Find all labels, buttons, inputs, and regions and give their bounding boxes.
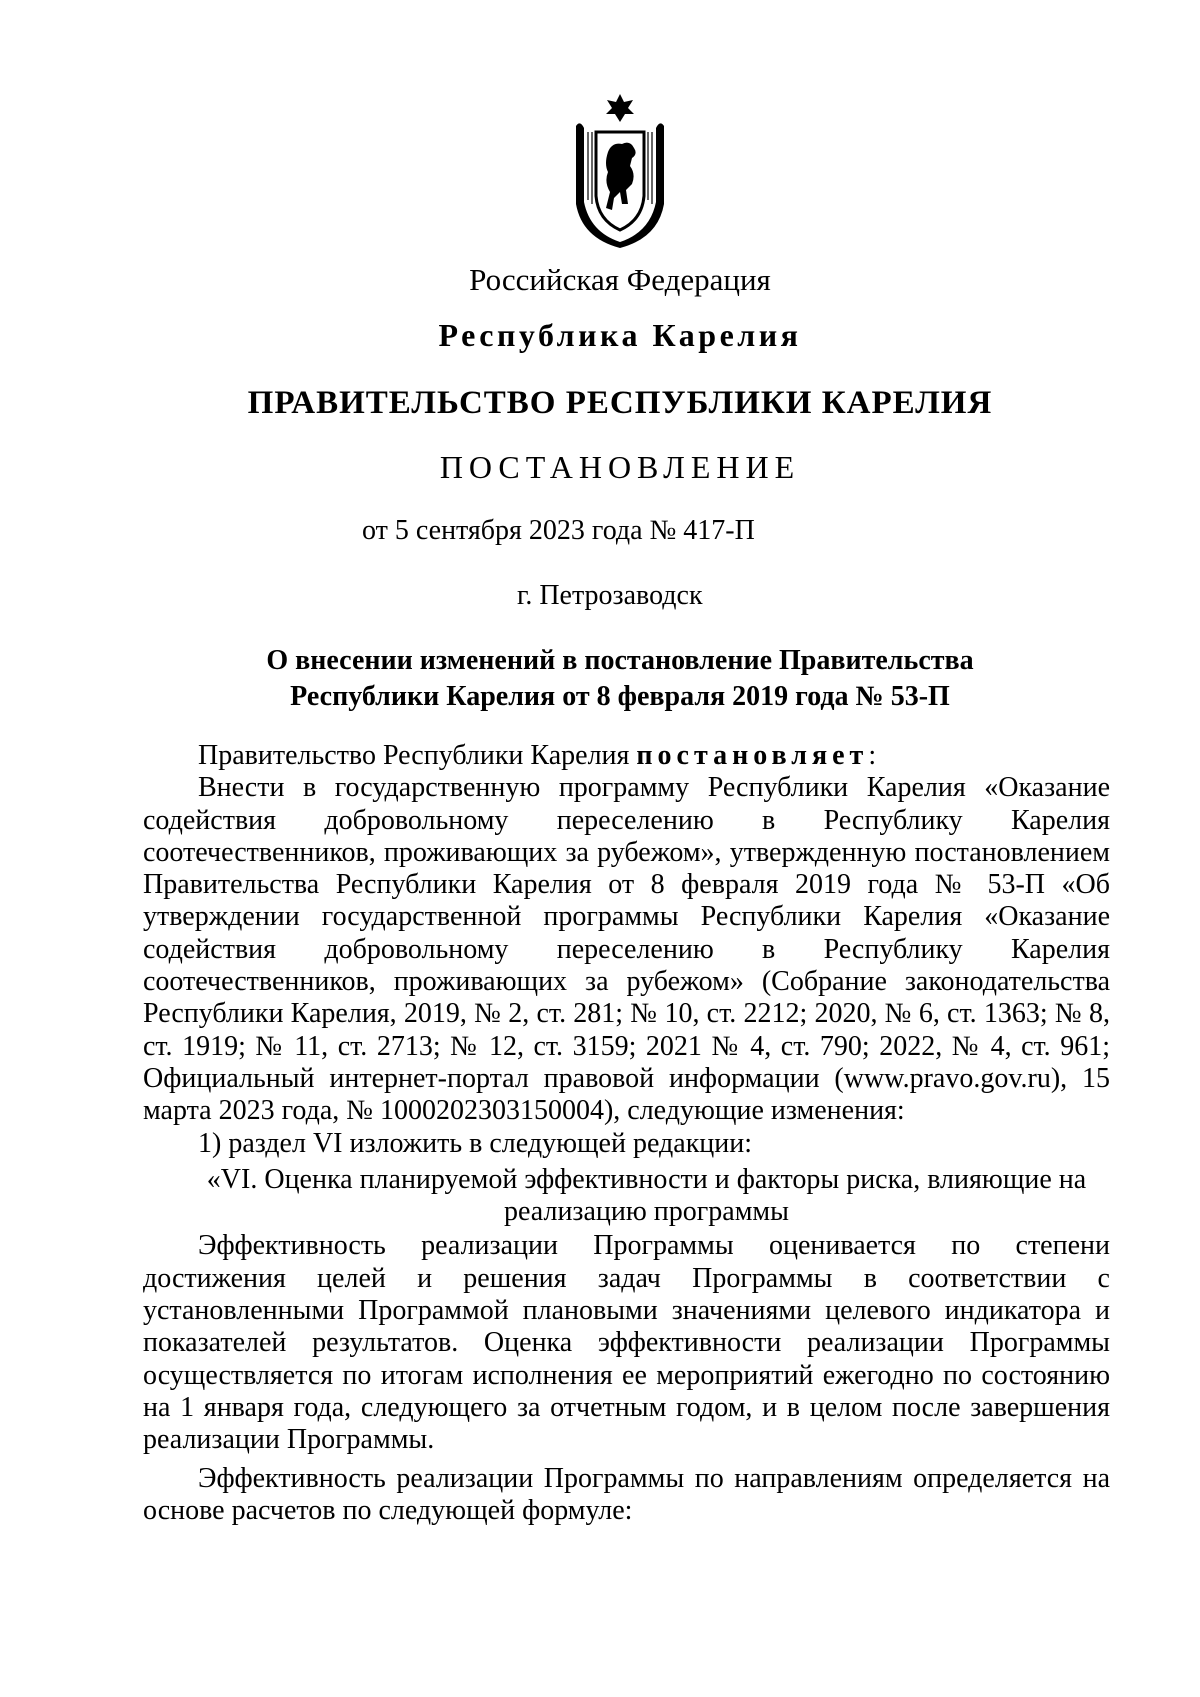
- document-city: г. Петрозаводск: [517, 580, 703, 611]
- document-type: ПОСТАНОВЛЕНИЕ: [439, 449, 801, 485]
- document-body: [143, 740, 1110, 1527]
- government-title: ПРАВИТЕЛЬСТВО РЕСПУБЛИКИ КАРЕЛИЯ: [247, 385, 993, 421]
- republic-name: Республика Карелия: [438, 317, 802, 353]
- document-date-number: от 5 сентября 2023 года № 417-П: [362, 515, 755, 546]
- paragraph-formula-intro: Эффективность реализации Программы по направлениям определяется на основе расчетов по следующей формуле:: [143, 1462, 1110, 1526]
- subject-line-1: О внесении изменений в постановление Правительства: [266, 645, 974, 676]
- country-name: Российская Федерация: [469, 262, 771, 297]
- intro-resolves: постановляет: [636, 740, 869, 771]
- karelia-coat-of-arms-icon: [568, 92, 672, 248]
- intro-suffix: :: [868, 740, 877, 771]
- paragraph-efficiency: Эффективность реализации Программы оценивается по степени достижения целей и решения задач Программы в соответствии с установленными Программой плановыми значениями целевого индикатора и показателей результатов. Оценка эффективности реализации Программы осуществляется по итогам исполнения ее мероприятий ежегодно по состоянию на 1 января года, следующего за отчетным годом, и в целом после завершения реализации Программы.: [143, 1230, 1110, 1456]
- main-paragraph: Внести в государственную программу Республики Карелия «Оказание содействия добровольному переселению в Республику Карелия соотечественников, проживающих за рубежом», утвержденную постановлением Правительства Республики Карелия от 8 февраля 2019 года № 53-П «Об утверждении государственной программы Республики Карелия «Оказание содействия добровольному переселению в Республику Карелия соотечественников, проживающих за рубежом» (Собрание законодательства Республики Карелия, 2019, № 2, ст. 281; № 10, ст. 2212; 2020, № 6, ст. 1363; № 8, ст. 1919; № 11, ст. 2713; № 12, ст. 3159; 2021 № 4, ст. 790; 2022, № 4, ст. 961; Официальный интернет-портал правовой информации (www.pravo.gov.ru), 15 марта 2023 года, № 1000202303150004), следующие изменения:: [143, 772, 1110, 1127]
- item-1: 1) раздел VI изложить в следующей редакции:: [198, 1127, 753, 1159]
- intro-prefix: Правительство Республики Карелия: [198, 740, 637, 771]
- section-heading: «VI. Оценка планируемой эффективности и факторы риска, влияющие на реализацию программы: [206, 1163, 1087, 1228]
- document-subject: [130, 643, 1110, 715]
- intro-paragraph: [143, 740, 1110, 772]
- subject-line-2: Республики Карелия от 8 февраля 2019 года № 53-П: [290, 681, 950, 712]
